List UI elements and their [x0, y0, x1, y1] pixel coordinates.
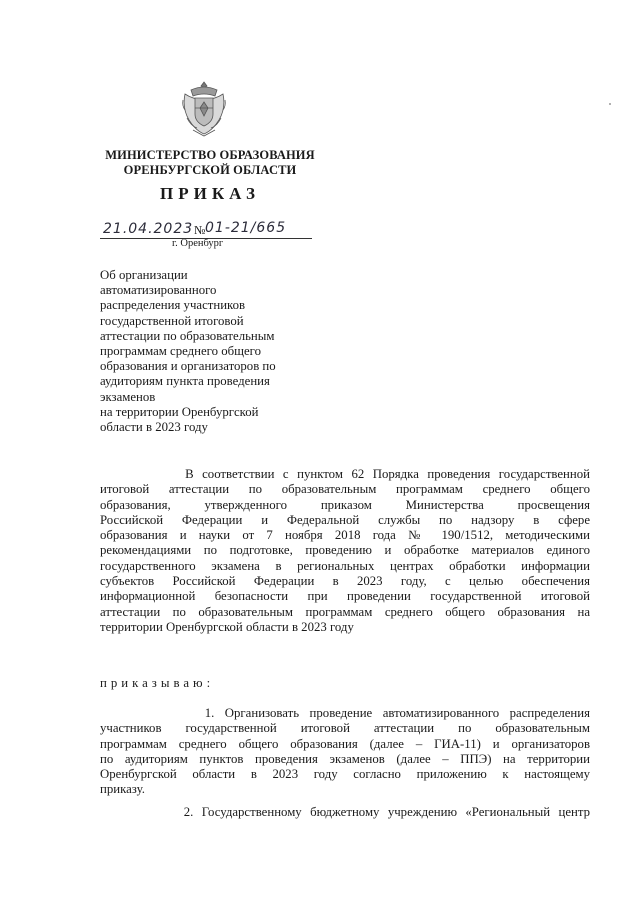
- subject-line: государственной итоговой: [100, 313, 244, 328]
- issue-city: г. Оренбург: [172, 238, 224, 249]
- order-item-2: [100, 805, 590, 820]
- ministry-name-line2: ОРЕНБУРГСКОЙ ОБЛАСТИ: [123, 163, 297, 177]
- item-line: 1. Организовать проведение автоматизированного распределения: [100, 706, 590, 720]
- item-line: 2. Государственному бюджетному учреждению «Региональный центр: [100, 805, 590, 819]
- item-line: приказу.: [100, 782, 145, 797]
- order-subject: [100, 268, 330, 435]
- preamble-line: образования, утвержденного приказом Министерства просвещения: [100, 497, 590, 512]
- order-number: 01-21/665: [205, 220, 287, 236]
- item-line: по аудиториям пунктов проведения экзаменов (далее – ППЭ) на территории: [100, 751, 590, 766]
- subject-line: программам среднего общего: [100, 344, 261, 359]
- subject-line: области в 2023 году: [100, 420, 208, 435]
- preamble-line: субъектов Российской Федерации в 2023 году, с целью обеспечения: [100, 574, 590, 589]
- subject-line: аттестации по образовательным: [100, 328, 275, 343]
- item-line: участников государственной итоговой аттестации по образовательным: [100, 721, 590, 736]
- subject-line: экзаменов: [100, 389, 156, 404]
- subject-line: распределения участников: [100, 298, 246, 313]
- preamble-paragraph: [100, 467, 590, 635]
- subject-line: автоматизированного: [100, 283, 217, 298]
- order-item-1: [100, 706, 590, 798]
- orenburg-coat-of-arms-icon: [181, 78, 227, 138]
- preamble-line: аттестации по образовательным программам среднего общего образования на: [100, 604, 590, 619]
- item-line: Оренбургской области в 2023 году согласно приложению к настоящему: [100, 767, 590, 782]
- order-word: приказываю:: [100, 676, 215, 690]
- document-type-title: ПРИКАЗ: [160, 184, 260, 203]
- preamble-line: итоговой аттестации по образовательным программам среднего общего: [100, 482, 590, 497]
- order-date: 21.04.2023: [103, 221, 194, 237]
- subject-line: образования и организаторов по: [100, 359, 276, 374]
- scan-speck: [609, 103, 611, 105]
- preamble-line: Российской Федерации и Федеральной службы по надзору в сфере: [100, 512, 590, 527]
- subject-line: аудиториям пункта проведения: [100, 374, 270, 389]
- preamble-line: рекомендациями по подготовке, проведению и обработке материалов единого: [100, 543, 590, 558]
- subject-line: на территории Оренбургской: [100, 404, 259, 419]
- ministry-name-line1: МИНИСТЕРСТВО ОБРАЗОВАНИЯ: [105, 148, 315, 162]
- preamble-line: территории Оренбургской области в 2023 году: [100, 619, 354, 634]
- item-line: программам среднего общего образования (далее – ГИА-11) и организаторов: [100, 736, 590, 751]
- preamble-line: информационной безопасности при проведении государственной итоговой: [100, 589, 590, 604]
- preamble-line: В соответствии с пунктом 62 Порядка проведения государственной: [100, 467, 590, 481]
- preamble-line: государственного экзамена в региональных центрах обработки информации: [100, 558, 590, 573]
- preamble-line: образования и науки от 7 ноября 2018 года № 190/1512, методическими: [100, 528, 590, 543]
- subject-line: Об организации: [100, 268, 188, 282]
- number-sign: №: [194, 223, 206, 237]
